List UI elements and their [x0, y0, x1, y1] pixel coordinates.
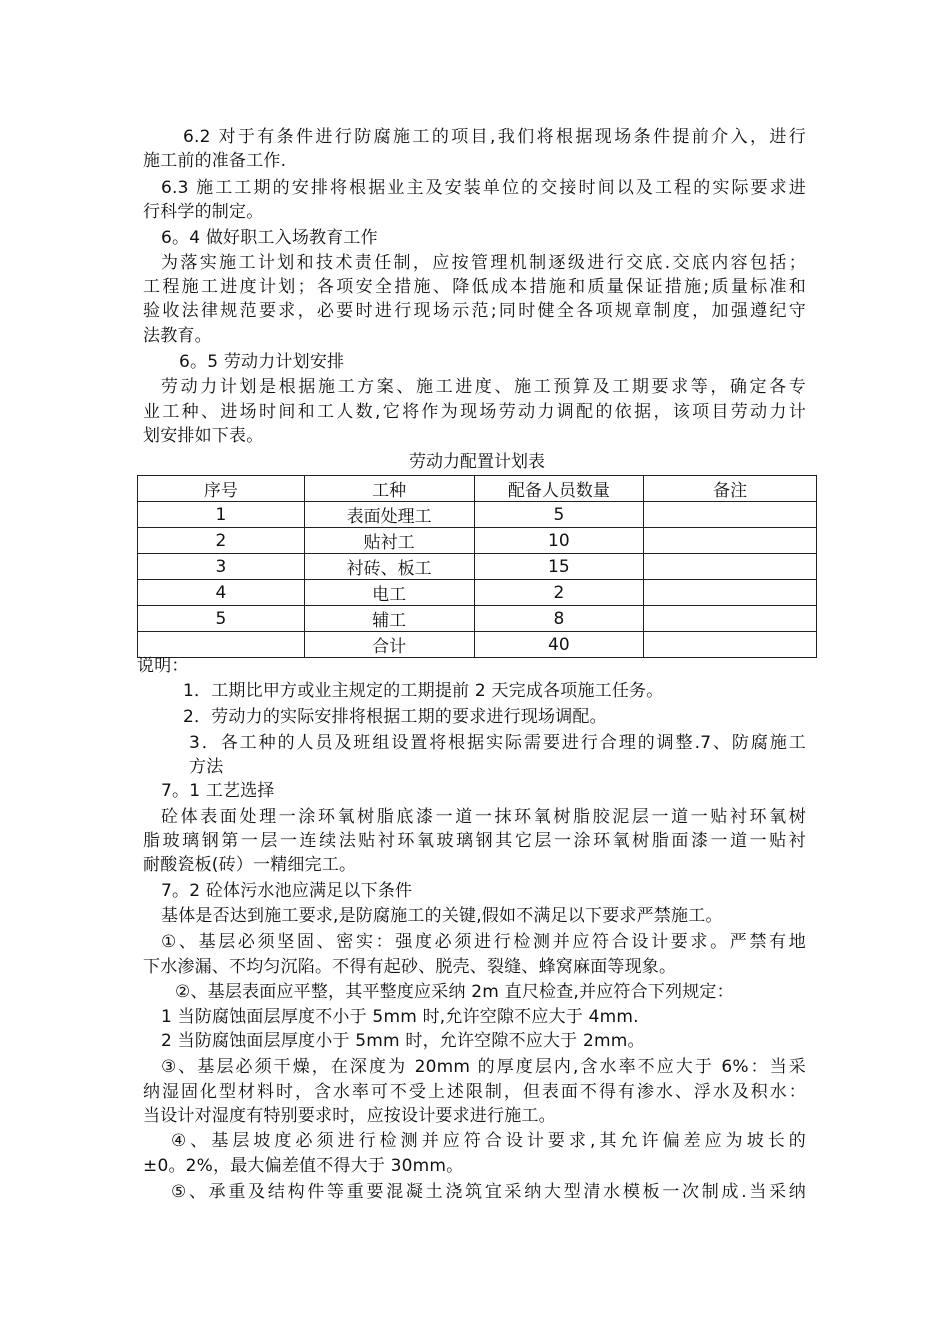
paragraph-6-2-line2: 施工前的准备工作. [143, 151, 287, 171]
table-header-row [138, 476, 817, 502]
condition-2: ②、基层表面应平整，其平整度应采纳 2m 直尺检查,并应符合下列规定： [175, 982, 734, 1002]
table-row [138, 502, 817, 528]
note-1: 1．工期比甲方或业主规定的工期提前 2 天完成各项施工任务。 [183, 681, 664, 701]
paragraph-7-1-line3: 耐酸瓷板(砖）一精细完工。 [143, 855, 357, 875]
cell-trade: 合计 [304, 632, 474, 658]
paragraph-6-3-line2: 行科学的制定。 [143, 202, 264, 222]
condition-4-line2: ±0。2%，最大偏差值不得大于 30mm。 [143, 1156, 464, 1176]
table-total-row [138, 632, 817, 658]
note-3-line2: 方法 [189, 757, 224, 777]
paragraph-6-3-line1: 6.3 施工工期的安排将根据业主及安装单位的交接时间以及工程的实际要求进 [161, 178, 806, 198]
condition-3-line3: 当设计对湿度有特别要求时，应按设计要求进行施工。 [143, 1106, 556, 1126]
note-3-line1: 3．各工种的人员及班组设置将根据实际需要进行合理的调整.7、防腐施工 [189, 733, 806, 753]
cell-remarks [644, 632, 817, 658]
cell-trade: 表面处理工 [304, 502, 474, 528]
header-index: 序号 [138, 476, 305, 502]
cell-remarks [644, 606, 817, 632]
paragraph-7-1-line2: 脂玻璃钢第一层一连续法贴衬环氧玻璃钢其它层一涂环氧树脂面漆一道一贴衬 [143, 831, 806, 851]
cell-remarks [644, 528, 817, 554]
paragraph-6-4-line4: 法教育。 [143, 326, 212, 346]
labor-plan-table [137, 475, 817, 658]
heading-7-1: 7。1 工艺选择 [161, 781, 275, 801]
table-row [138, 554, 817, 580]
condition-3-line2: 纳湿固化型材料时，含水率可不受上述限制，但表面不得有渗水、浮水及积水： [143, 1082, 806, 1102]
paragraph-6-5-line3: 划安排如下表。 [143, 426, 264, 446]
cell-headcount: 8 [474, 606, 644, 632]
header-trade: 工种 [304, 476, 474, 502]
cell-headcount: 10 [474, 528, 644, 554]
notes-title: 说明： [137, 656, 189, 676]
paragraph-7-2-line1: 基体是否达到施工要求,是防腐施工的关键,假如不满足以下要求严禁施工。 [161, 906, 723, 926]
cell-headcount: 2 [474, 580, 644, 606]
paragraph-6-4-line1: 为落实施工计划和技术责任制，应按管理机制逐级进行交底.交底内容包括； [161, 253, 806, 273]
cell-index: 1 [138, 502, 305, 528]
header-remarks: 备注 [644, 476, 817, 502]
header-headcount: 配备人员数量 [474, 476, 644, 502]
condition-3-line1: ③、基层必须干燥，在深度为 20mm 的厚度层内,含水率不应大于 6%：当采 [161, 1057, 806, 1077]
cell-headcount: 15 [474, 554, 644, 580]
cell-index: 2 [138, 528, 305, 554]
table-caption: 劳动力配置计划表 [409, 452, 545, 472]
condition-2-item-1: 1 当防腐蚀面层厚度不小于 5mm 时,允许空隙不应大于 4mm. [161, 1007, 639, 1027]
table-row [138, 528, 817, 554]
cell-headcount: 40 [474, 632, 644, 658]
cell-remarks [644, 554, 817, 580]
cell-trade: 贴衬工 [304, 528, 474, 554]
cell-trade: 辅工 [304, 606, 474, 632]
cell-remarks [644, 580, 817, 606]
cell-index: 3 [138, 554, 305, 580]
table-row [138, 580, 817, 606]
condition-2-item-2: 2 当防腐蚀面层厚度小于 5mm 时，允许空隙不应大于 2mm。 [161, 1031, 645, 1051]
paragraph-7-1-line1: 砼体表面处理一涂环氧树脂底漆一道一抹环氧树脂胶泥层一道一贴衬环氧树 [161, 807, 806, 827]
note-2: 2．劳动力的实际安排将根据工期的要求进行现场调配。 [183, 707, 607, 727]
cell-trade: 电工 [304, 580, 474, 606]
condition-5-line1: ⑤、承重及结构件等重要混凝土浇筑宜采纳大型清水模板一次制成.当采纳 [171, 1182, 806, 1202]
cell-trade: 衬砖、板工 [304, 554, 474, 580]
cell-headcount: 5 [474, 502, 644, 528]
paragraph-6-4-line3: 验收法律规范要求，必要时进行现场示范;同时健全各项规章制度，加强遵纪守 [143, 301, 806, 321]
paragraph-6-5-line2: 业工种、进场时间和工人数,它将作为现场劳动力调配的依据，该项目劳动力计 [143, 402, 806, 422]
condition-4-line1: ④、基层坡度必须进行检测并应符合设计要求,其允许偏差应为坡长的 [171, 1131, 806, 1151]
paragraph-6-4-line2: 工程施工进度计划；各项安全措施、降低成本措施和质量保证措施;质量标准和 [143, 277, 806, 297]
cell-index: 4 [138, 580, 305, 606]
condition-1-line2: 下水渗漏、不均匀沉陷。不得有起砂、脱壳、裂缝、蜂窝麻面等现象。 [143, 957, 677, 977]
condition-1-line1: ①、基层必须坚固、密实：强度必须进行检测并应符合设计要求。严禁有地 [161, 932, 806, 952]
heading-6-5: 6。5 劳动力计划安排 [179, 352, 345, 372]
cell-remarks [644, 502, 817, 528]
cell-index: 5 [138, 606, 305, 632]
paragraph-6-2-line1: 6.2 对于有条件进行防腐施工的项目,我们将根据现场条件提前介入，进行 [183, 127, 806, 147]
heading-6-4: 6。4 做好职工入场教育工作 [161, 228, 378, 248]
heading-7-2: 7。2 砼体污水池应满足以下条件 [161, 881, 413, 901]
table-row [138, 606, 817, 632]
paragraph-6-5-line1: 劳动力计划是根据施工方案、施工进度、施工预算及工期要求等，确定各专 [161, 377, 806, 397]
